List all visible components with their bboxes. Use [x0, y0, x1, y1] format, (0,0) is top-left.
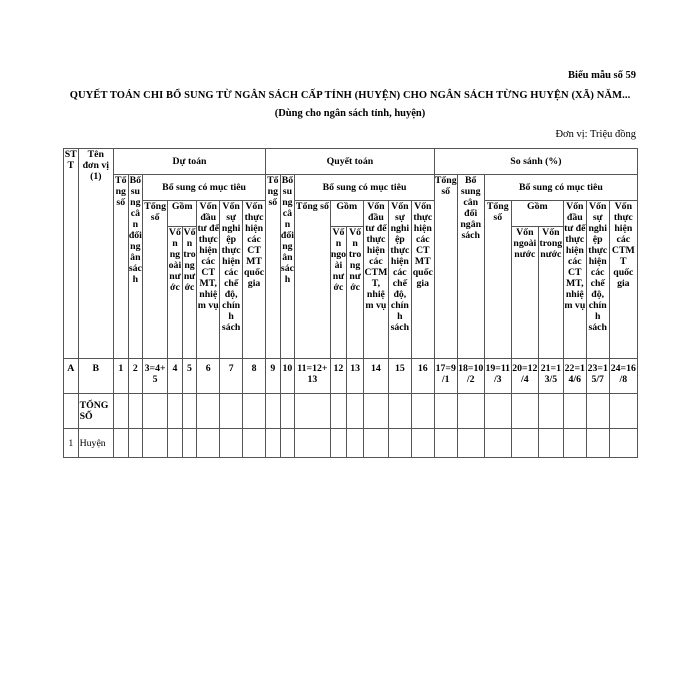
col-number: 12 — [330, 359, 347, 394]
settlement-balance-header: Bổ sung cân đối ngân sách — [280, 175, 295, 359]
estimate-sub-total-header: Tổng số — [143, 201, 168, 359]
compare-including-header: Gồm — [511, 201, 563, 227]
form-number: Biểu mẫu số 59 — [568, 70, 636, 81]
settlement-domestic-header: Vốn trong nước — [347, 227, 364, 359]
cell — [243, 429, 266, 458]
cell — [330, 429, 347, 458]
settlement-national-header: Vốn thực hiện các CTMT quốc gia — [411, 201, 434, 359]
cell — [511, 429, 538, 458]
compare-group-header: So sánh (%) — [434, 149, 637, 175]
header-row-3 — [64, 201, 638, 227]
cell — [434, 429, 457, 458]
page-subtitle: (Dùng cho ngân sách tỉnh, huyện) — [274, 108, 426, 119]
table-row — [64, 429, 638, 458]
col-number: 11=12+13 — [295, 359, 330, 394]
cell — [347, 394, 364, 429]
cell — [197, 394, 220, 429]
cell — [538, 429, 563, 458]
compare-sub-total-header: Tổng số — [484, 201, 511, 359]
compare-foreign-header: Vốn ngoài nước — [511, 227, 538, 359]
settlement-ctmt-header: Vốn đầu tư để thực hiện các CTMT, nhiệm vụ — [363, 201, 388, 359]
cell — [511, 394, 538, 429]
compare-domestic-header: Vốn trong nước — [538, 227, 563, 359]
col-number: 23=15/7 — [586, 359, 609, 394]
cell — [388, 429, 411, 458]
header-row-2 — [64, 175, 638, 201]
col-number: 15 — [388, 359, 411, 394]
compare-policy-header: Vốn sự nghiệp thực hiện các chế độ, chính sách — [586, 201, 609, 359]
cell — [220, 394, 243, 429]
cell — [143, 394, 168, 429]
estimate-ctmt-header: Vốn đầu tư để thực hiện các CTMT, nhiệm vụ — [197, 201, 220, 359]
cell — [363, 429, 388, 458]
cell — [113, 394, 128, 429]
col-number: 20=12/4 — [511, 359, 538, 394]
col-number: 1 — [113, 359, 128, 394]
cell — [563, 429, 586, 458]
settlement-total-header: Tổng số — [266, 175, 281, 359]
settlement-sub-total-header: Tổng số — [295, 201, 330, 359]
cell — [128, 394, 143, 429]
col-number: A — [64, 359, 79, 394]
col-number: 16 — [411, 359, 434, 394]
unit-name-header: Tên đơn vị (1) — [78, 149, 113, 359]
total-row — [64, 394, 638, 429]
col-number: 13 — [347, 359, 364, 394]
col-number: 2 — [128, 359, 143, 394]
estimate-balance-header: Bổ sung cân đối ngân sách — [128, 175, 143, 359]
compare-ctmt-header: Vốn đầu tư để thực hiện các CTMT, nhiệm vụ — [563, 201, 586, 359]
row-stt: 1 — [64, 429, 79, 458]
col-number: B — [78, 359, 113, 394]
col-number: 24=16/8 — [609, 359, 637, 394]
page-title: QUYẾT TOÁN CHI BỔ SUNG TỪ NGÂN SÁCH CẤP TỈNH (HUYỆN) CHO NGÂN SÁCH TỪNG HUYỆN (XÃ) NĂM... — [69, 90, 631, 101]
cell — [143, 429, 168, 458]
estimate-group-header: Dự toán — [113, 149, 265, 175]
estimate-domestic-header: Vốn trong nước — [182, 227, 197, 359]
compare-national-header: Vốn thực hiện các CTMT quốc gia — [609, 201, 637, 359]
cell — [243, 394, 266, 429]
cell — [457, 429, 484, 458]
estimate-policy-header: Vốn sự nghiệp thực hiện các chế độ, chính sách — [220, 201, 243, 359]
estimate-targeted-header: Bổ sung có mục tiêu — [143, 175, 266, 201]
cell — [295, 394, 330, 429]
cell — [411, 394, 434, 429]
cell — [563, 394, 586, 429]
cell — [128, 429, 143, 458]
cell — [457, 394, 484, 429]
stt-header: STT — [64, 149, 79, 359]
col-number: 7 — [220, 359, 243, 394]
col-number: 4 — [168, 359, 183, 394]
estimate-foreign-header: Vốn ngoài nước — [168, 227, 183, 359]
col-number: 10 — [280, 359, 295, 394]
cell — [197, 429, 220, 458]
settlement-table — [63, 148, 638, 458]
cell — [609, 429, 637, 458]
cell — [586, 429, 609, 458]
cell — [266, 429, 281, 458]
cell — [266, 394, 281, 429]
col-number: 17=9/1 — [434, 359, 457, 394]
cell — [347, 429, 364, 458]
settlement-including-header: Gồm — [330, 201, 363, 227]
compare-total-header: Tổng số — [434, 175, 457, 359]
cell — [280, 394, 295, 429]
row-name: Huyện — [78, 429, 113, 458]
cell — [295, 429, 330, 458]
compare-balance-header: Bổ sung cân đối ngân sách — [457, 175, 484, 359]
col-number: 9 — [266, 359, 281, 394]
settlement-targeted-header: Bổ sung có mục tiêu — [295, 175, 435, 201]
unit-label: Đơn vị: Triệu đồng — [555, 129, 636, 140]
cell — [538, 394, 563, 429]
settlement-policy-header: Vốn sự nghiệp thực hiện các chế độ, chính sách — [388, 201, 411, 359]
cell — [434, 394, 457, 429]
estimate-including-header: Gồm — [168, 201, 197, 227]
cell — [168, 429, 183, 458]
compare-targeted-header: Bổ sung có mục tiêu — [484, 175, 637, 201]
settlement-foreign-header: Vốn ngoài nước — [330, 227, 347, 359]
cell — [484, 394, 511, 429]
col-number: 21=13/5 — [538, 359, 563, 394]
cell — [411, 429, 434, 458]
estimate-total-header: Tổng số — [113, 175, 128, 359]
col-number: 18=10/2 — [457, 359, 484, 394]
total-row-name: TỔNG SỐ — [78, 394, 113, 429]
cell — [363, 394, 388, 429]
cell — [220, 429, 243, 458]
cell — [113, 429, 128, 458]
cell — [609, 394, 637, 429]
cell — [182, 429, 197, 458]
cell — [182, 394, 197, 429]
col-number: 19=11/3 — [484, 359, 511, 394]
col-number: 14 — [363, 359, 388, 394]
settlement-group-header: Quyết toán — [266, 149, 435, 175]
cell — [280, 429, 295, 458]
cell — [168, 394, 183, 429]
col-number: 8 — [243, 359, 266, 394]
total-row-stt — [64, 394, 79, 429]
col-number: 5 — [182, 359, 197, 394]
cell — [586, 394, 609, 429]
cell — [388, 394, 411, 429]
cell — [484, 429, 511, 458]
cell — [330, 394, 347, 429]
estimate-national-header: Vốn thực hiện các CTMT quốc gia — [243, 201, 266, 359]
column-number-row — [64, 359, 638, 394]
col-number: 6 — [197, 359, 220, 394]
col-number: 22=14/6 — [563, 359, 586, 394]
header-row-1 — [64, 149, 638, 175]
col-number: 3=4+5 — [143, 359, 168, 394]
